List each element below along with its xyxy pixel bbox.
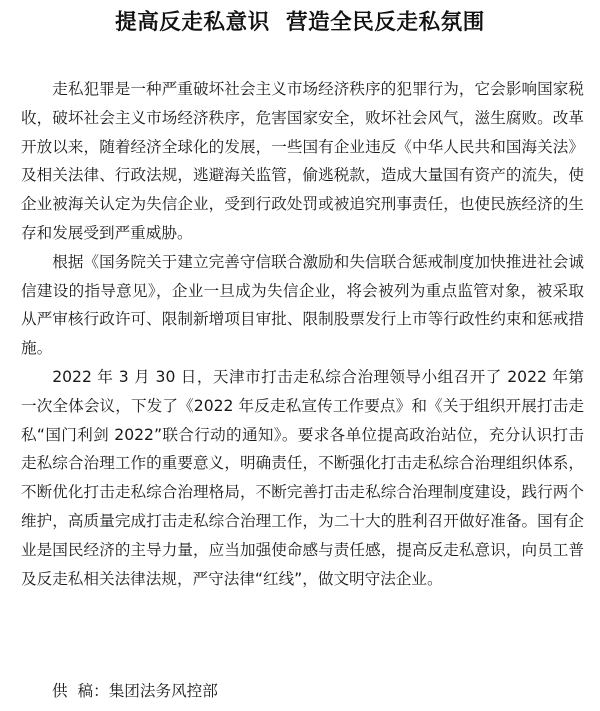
article-paragraph-2: 根据《国务院关于建立完善守信联合激励和失信联合惩戒制度加快推进社会诚信建设的指导意见》，企业一旦成为失信企业，将会被列为重点监管对象，被采取从严审核行政许可、限制新增项目审批、限制股票发行上市等行政性约束和惩戒措施。 bbox=[21, 252, 584, 358]
source-department: 集团法务风控部 bbox=[108, 682, 218, 700]
article-paragraph-1: 走私犯罪是一种严重破坏社会主义市场经济秩序的犯罪行为，它会影响国家税收，破坏社会主义市场经济秩序，危害国家安全，败坏社会风气，滋生腐败。改革开放以来，随着经济全球化的发展，一些国有企业违反《中华人民共和国海关法》及相关法律、行政法规，逃避海关监管，偷逃税款，造成大量国有资产的流失，使企业被海关认定为失信企业，受到行政处罚或被追究刑事责任，也使民族经济的生存和发展受到严重威胁。 bbox=[21, 80, 584, 242]
source-label: 供 稿： bbox=[52, 682, 109, 700]
article-title: 提高反走私意识 营造全民反走私氛围 bbox=[115, 10, 485, 35]
article-paragraph-3: 2022 年 3 月 30 日，天津市打击走私综合治理领导小组召开了 2022 年第一次全体会议，下发了《2022 年反走私宣传工作要点》和《关于组织开展打击走私“国门利剑 2022”联合行动的通知》。要求各单位提高政治站位，充分认识打击走私综合治理工作的重要意义，明确责任，不断强化打击走私综合治理组织体系，不断优化打击走私综合治理格局，不断完善打击走私综合治理制度建设，践行两个维护，高质量完成打击走私综合治理工作，为二十大的胜利召开做好准备。国有企业是国民经济的主导力量，应当加强使命感与责任感，提高反走私意识，向员工普及反走私相关法律法规，严守法律“红线”，做文明守法企业。 bbox=[21, 367, 584, 588]
article-body bbox=[21, 75, 584, 593]
source-credit bbox=[52, 680, 218, 702]
